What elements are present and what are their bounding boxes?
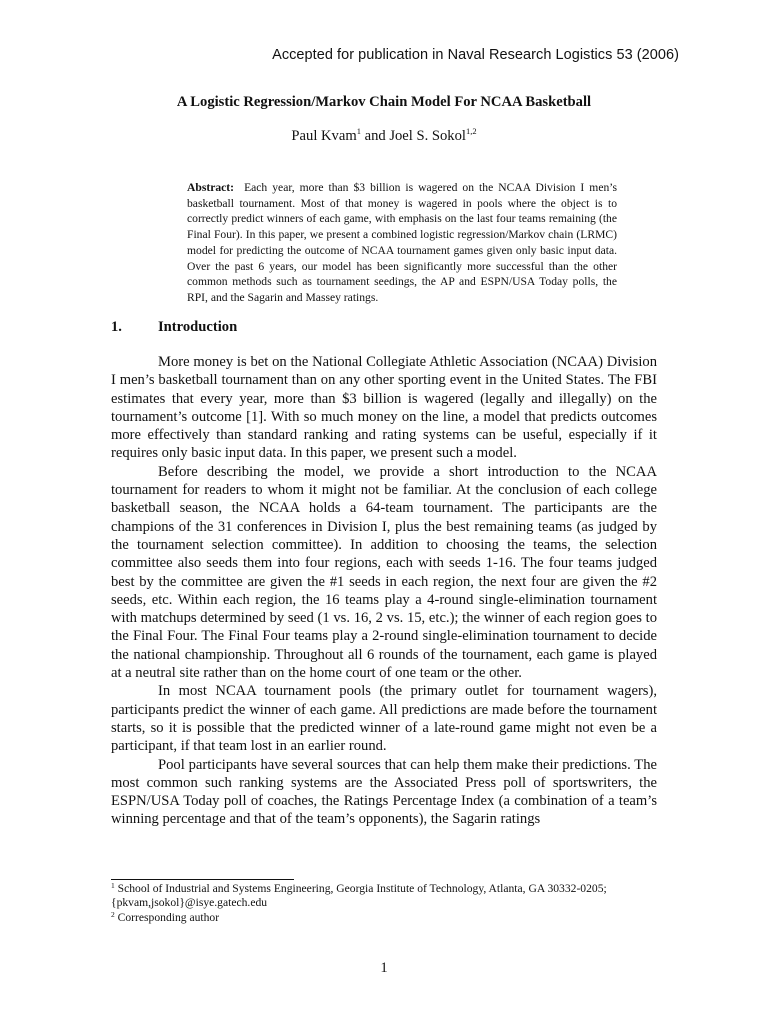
section-number: 1. <box>111 319 122 335</box>
section-heading <box>111 319 237 336</box>
paragraph: Before describing the model, we provide a short introduction to the NCAA tournament for readers to whom it might not be familiar. At the conclusion of each college basketball season, the NCAA holds a 64-team tournament. The participants are the champions of the 31 conferences in Division I, plus the best remaining teams (as judged by the tournament selection committee). In addition to choosing the teams, the selection committee also seeds them into four regions, each with seeds 1-16. The four teams judged best by the committee are given the #1 seeds in each region, the next four are given the #2 seeds, etc. Within each region, the 16 teams play a 4-round single-elimination tournament with matchups determined by seed (1 vs. 16, 2 vs. 15, etc.); the winner of each region goes to the Final Four. The Final Four teams play a 2-round single-elimination tournament to decide the national championship. Throughout all 6 rounds of the tournament, each game is played at a neutral site rather than on the home court of one team or the other. <box>111 463 657 682</box>
paragraph: In most NCAA tournament pools (the primary outlet for tournament wagers), participants predict the winner of each game. All predictions are made before the tournament starts, so it is possible that the predicted winner of a late-round game might not even be a participant, if that team lost in an earlier round. <box>111 683 657 755</box>
paper-title: A Logistic Regression/Markov Chain Model For NCAA Basketball <box>176 94 592 110</box>
footnote-text: School of Industrial and Systems Engineering, Georgia Institute of Technology, Atlanta, GA 30332-0205; {pkvam,jsokol}@isye.gatech.edu <box>111 882 607 910</box>
abstract-text: Each year, more than $3 billion is wagered on the NCAA Division I men’s basketball tournament. Most of that money is wagered in pools where the object is to correctly predict winners of each game, with emphasis on the last four teams remaining (the Final Four). In this paper, we present a combined logistic regression/Markov chain (LRMC) model for predicting the outcome of NCAA tournament games given only basic input data. Over the past 6 years, our model has been significantly more successful than the other common methods such as tournament seedings, the AP and ESPN/USA Today polls, the RPI, and the Sagarin and Massey ratings. <box>187 181 618 304</box>
footnote <box>111 911 663 925</box>
author-conjunction: and <box>360 128 390 144</box>
affiliation-mark: 1 <box>356 126 361 136</box>
footnote-mark: 1 <box>111 881 115 890</box>
section-title: Introduction <box>158 319 238 335</box>
affiliation-mark: 1,2 <box>465 126 477 136</box>
footnote <box>111 882 663 911</box>
author-name: Joel S. Sokol <box>389 128 466 144</box>
footnotes <box>111 882 663 925</box>
abstract-label: Abstract: <box>187 181 235 194</box>
running-header: Accepted for publication in Naval Research Logistics 53 (2006) <box>272 47 679 63</box>
paragraph: Pool participants have several sources that can help them make their predictions. The most common such ranking systems are the Associated Press poll of sportswriters, the ESPN/USA Today poll of coaches, the Ratings Percentage Index (a combination of a team’s winning percentage and that of the team’s opponents), the Sagarin ratings <box>111 756 657 828</box>
footnote-text: Corresponding author <box>114 910 220 924</box>
footnote-mark: 2 <box>111 909 115 919</box>
paragraph: More money is bet on the National Collegiate Athletic Association (NCAA) Division I men’s basketball tournament than on any other sporting event in the United States. The FBI estimates that every year, more than $3 billion is wagered (legally and illegally) on the tournament’s outcome [1]. With so much money on the line, a model that predicts outcomes more effectively than standard ranking and rating systems can be useful, especially if it requires only basic input data. In this paper, we present such a model. <box>111 354 657 462</box>
abstract <box>187 180 617 306</box>
page-number: 1 <box>380 960 388 976</box>
body-text <box>111 353 657 829</box>
author-line <box>0 128 768 145</box>
author-name: Paul Kvam <box>291 128 357 144</box>
footnote-divider <box>111 879 294 880</box>
